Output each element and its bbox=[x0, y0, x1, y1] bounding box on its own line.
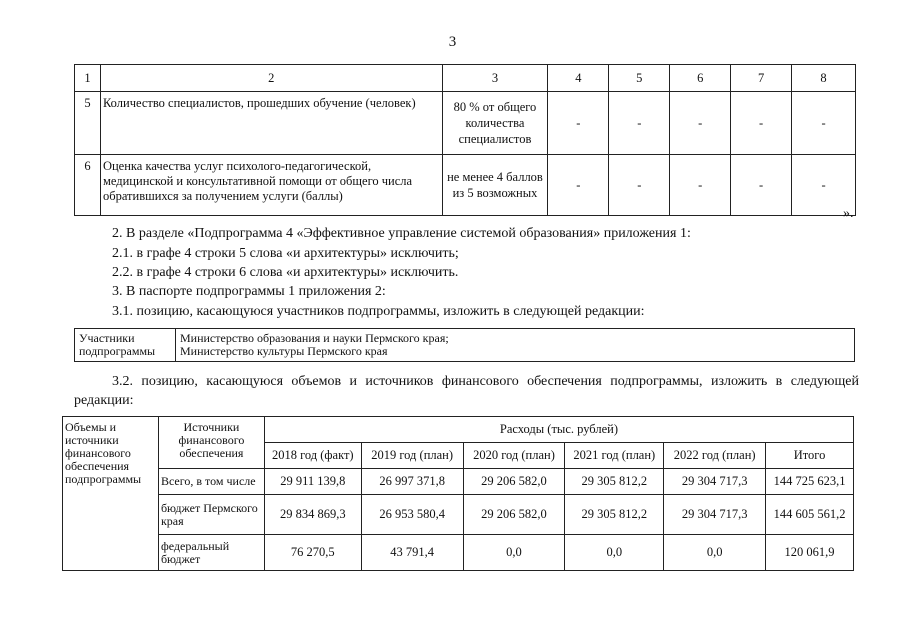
expenses-header: Расходы (тыс. рублей) bbox=[264, 417, 853, 443]
participants-value bbox=[176, 329, 855, 362]
value-cell: 0,0 bbox=[565, 535, 664, 571]
value-cell: - bbox=[548, 92, 609, 155]
value-cell: - bbox=[731, 155, 792, 216]
table-row bbox=[75, 92, 856, 155]
header-cell: 8 bbox=[792, 65, 856, 92]
source-label: бюджет Пермского края bbox=[158, 495, 264, 535]
value-cell: - bbox=[670, 155, 731, 216]
year-header: 2020 год (план) bbox=[463, 443, 565, 469]
value-cell: 29 206 582,0 bbox=[463, 495, 565, 535]
participants-table bbox=[74, 328, 855, 362]
value-cell: 29 305 812,2 bbox=[565, 495, 664, 535]
year-header: Итого bbox=[766, 443, 854, 469]
participants-label: Участники подпрограммы bbox=[75, 329, 176, 362]
finance-table bbox=[62, 416, 854, 571]
header-cell: 6 bbox=[670, 65, 731, 92]
indicator-basis: не менее 4 баллов из 5 возможных bbox=[442, 155, 548, 216]
value-cell: 0,0 bbox=[664, 535, 766, 571]
table-row bbox=[75, 155, 856, 216]
table-row bbox=[63, 535, 854, 571]
page-number: 3 bbox=[448, 34, 457, 50]
value-cell: - bbox=[548, 155, 609, 216]
participant-2: Министерство культуры Пермского края bbox=[180, 344, 388, 358]
value-cell: - bbox=[609, 92, 670, 155]
row-number: 6 bbox=[75, 155, 101, 216]
value-cell: 144 605 561,2 bbox=[766, 495, 854, 535]
value-cell: 43 791,4 bbox=[361, 535, 463, 571]
volume-label: Объемы и источники финансового обеспечения подпрограммы bbox=[63, 417, 159, 571]
paragraph-3: 3. В паспорте подпрограммы 1 приложения 2: bbox=[112, 284, 386, 299]
paragraph-2: 2. В разделе «Подпрограмма 4 «Эффективное управление системой образования» приложения 1: bbox=[112, 226, 691, 241]
value-cell: 144 725 623,1 bbox=[766, 469, 854, 495]
header-cell: 3 bbox=[442, 65, 548, 92]
value-cell: 0,0 bbox=[463, 535, 565, 571]
value-cell: 29 834 869,3 bbox=[264, 495, 361, 535]
value-cell: - bbox=[792, 155, 856, 216]
value-cell: 29 911 139,8 bbox=[264, 469, 361, 495]
year-header: 2019 год (план) bbox=[361, 443, 463, 469]
indicator-basis: 80 % от общего количества специалистов bbox=[442, 92, 548, 155]
header-cell: 1 bbox=[75, 65, 101, 92]
participant-1: Министерство образования и науки Пермского края; bbox=[180, 331, 449, 345]
header-cell: 7 bbox=[731, 65, 792, 92]
header-cell: 2 bbox=[100, 65, 442, 92]
year-header: 2018 год (факт) bbox=[264, 443, 361, 469]
table-row bbox=[75, 329, 855, 362]
table-row bbox=[63, 469, 854, 495]
paragraph-2-1: 2.1. в графе 4 строки 5 слова «и архитектуры» исключить; bbox=[112, 246, 459, 261]
table-row bbox=[63, 495, 854, 535]
value-cell: 26 997 371,8 bbox=[361, 469, 463, 495]
table-header-row bbox=[63, 417, 854, 443]
source-label: федеральный бюджет bbox=[158, 535, 264, 571]
header-cell: 4 bbox=[548, 65, 609, 92]
row-number: 5 bbox=[75, 92, 101, 155]
value-cell: 29 304 717,3 bbox=[664, 469, 766, 495]
value-cell: 29 206 582,0 bbox=[463, 469, 565, 495]
value-cell: 29 304 717,3 bbox=[664, 495, 766, 535]
value-cell: - bbox=[670, 92, 731, 155]
indicator-name: Количество специалистов, прошедших обучение (человек) bbox=[100, 92, 442, 155]
source-label: Всего, в том числе bbox=[158, 469, 264, 495]
year-header: 2021 год (план) bbox=[565, 443, 664, 469]
value-cell: - bbox=[792, 92, 856, 155]
value-cell: 29 305 812,2 bbox=[565, 469, 664, 495]
value-cell: 120 061,9 bbox=[766, 535, 854, 571]
sources-header: Источники финансового обеспечения bbox=[158, 417, 264, 469]
value-cell: 26 953 580,4 bbox=[361, 495, 463, 535]
indicators-table bbox=[74, 64, 856, 216]
paragraph-3-2: 3.2. позицию, касающуюся объемов и источников финансового обеспечения подпрограммы, изложить в следующей редакции: bbox=[74, 374, 859, 408]
table-header-row bbox=[75, 65, 856, 92]
paragraph-3-1: 3.1. позицию, касающуюся участников подпрограммы, изложить в следующей редакции: bbox=[112, 304, 645, 319]
value-cell: - bbox=[731, 92, 792, 155]
paragraph-2-2: 2.2. в графе 4 строки 6 слова «и архитектуры» исключить. bbox=[112, 265, 459, 280]
closing-quote: ». bbox=[843, 206, 854, 221]
value-cell: 76 270,5 bbox=[264, 535, 361, 571]
value-cell: - bbox=[609, 155, 670, 216]
year-header: 2022 год (план) bbox=[664, 443, 766, 469]
header-cell: 5 bbox=[609, 65, 670, 92]
indicator-name: Оценка качества услуг психолого-педагогической, медицинской и консультативной помощи от общего числа обратившихся за получением услуги (баллы) bbox=[100, 155, 442, 216]
